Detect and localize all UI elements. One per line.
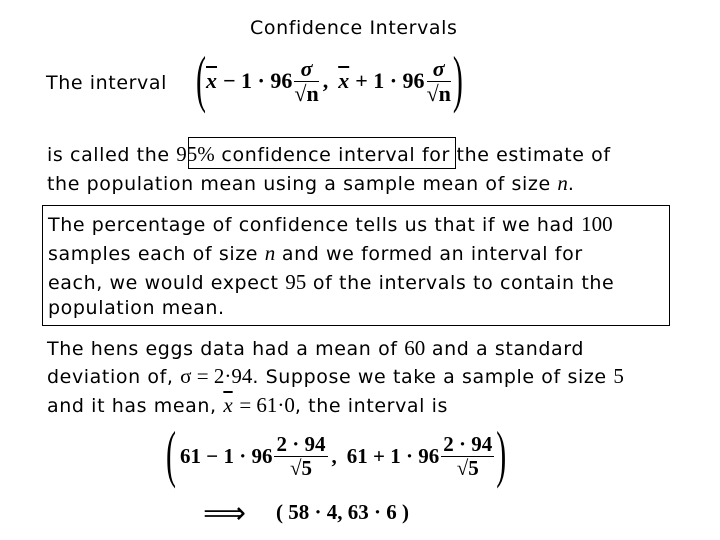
line2-end: . (567, 173, 575, 195)
note-l3-post: of the intervals to contain the (312, 272, 615, 294)
example-l3-post: , the interval is (294, 395, 449, 417)
text-line-2 (47, 171, 575, 196)
calc-den: √5 (289, 455, 312, 480)
note-l1-text: The percentage of confidence tells us that if we had (48, 214, 575, 236)
sample-mean-symbol: $\overline{x}$ (206, 68, 217, 93)
std-error-fraction-2 (427, 57, 451, 104)
example-xbar: $\overline{x}$ (223, 393, 233, 417)
note-l3-pre: each, we would expect (48, 272, 279, 294)
example-mean: 60 (404, 336, 426, 360)
sqrt-n: √n (294, 80, 319, 106)
minus-term: − 1 · 96 (223, 68, 293, 93)
note-95: 95 (285, 270, 307, 294)
calc-formula: ( 61 − 1 · 96 $\frac{2 \cdot 94}{√5}$ , 61 + 1 · 96 $\frac{2 \cdot 94}{√5}$ ) (166, 420, 507, 490)
line1-post: for the estimate of (421, 144, 611, 166)
example-l2-pre: deviation of, (47, 366, 174, 388)
calc-fraction (274, 433, 327, 478)
calc-num: 2 · 94 (276, 432, 326, 457)
sample-mean-symbol-2: $\overline{x}$ (338, 68, 350, 93)
calc-den-2: √5 (456, 455, 479, 480)
example-l1-pre: The hens eggs data had a mean of (47, 338, 398, 360)
note-l2-pre: samples each of size (48, 243, 259, 265)
calc-upper-term: 61 + 1 · 96 (346, 443, 440, 468)
example-l3-pre: and it has mean, (47, 395, 217, 417)
example-size: 5 (613, 364, 624, 388)
calc-num-2: 2 · 94 (443, 432, 493, 457)
example-l1-post: and a standard (431, 338, 585, 360)
ci-95-value: 95% (176, 142, 215, 166)
interval-label: The interval (46, 72, 168, 94)
implies-arrow-icon: ⟹ (203, 497, 247, 530)
calc-fraction-2 (441, 433, 494, 478)
calc-comma: , (331, 443, 337, 468)
line1-pre: is called the (47, 144, 170, 166)
note-100: 100 (581, 212, 613, 236)
note-line-1 (48, 212, 613, 237)
sigma-symbol-2: σ (427, 57, 451, 81)
example-line-1 (47, 336, 584, 361)
example-l2-post: . Suppose we take a sample of size (252, 366, 607, 388)
note-line-2 (48, 241, 583, 266)
example-xbar-value: = 61·0 (239, 393, 295, 417)
line2-n: n (557, 171, 568, 195)
page-title: Confidence Intervals (250, 17, 458, 39)
ci-formula: ( $\overline{x}$ − 1 · 96 $\frac{\sigma}{√n}$ , $\overline{x}$ + 1 · 96 $\frac{\sigma}{√n}$ ) (196, 45, 463, 115)
std-error-fraction (294, 57, 318, 104)
example-sigma: σ = 2·94 (180, 364, 253, 388)
ci-label: confidence interval (221, 144, 416, 166)
note-line-3 (48, 270, 614, 295)
example-line-2 (47, 364, 624, 389)
sqrt-n-2: √n (426, 80, 451, 106)
text-line-1 (47, 142, 611, 167)
example-line-3 (47, 393, 448, 418)
plus-term: + 1 · 96 (355, 68, 425, 93)
calc-lower-term: 61 − 1 · 96 (180, 443, 273, 468)
note-n: n (264, 241, 276, 265)
note-l2-post: and we formed an interval for (281, 243, 583, 265)
result-interval: ( 58 · 4, 63 · 6 ) (276, 500, 409, 524)
line2-pre: the population mean using a sample mean of size (47, 173, 551, 195)
note-line-4: population mean. (48, 297, 225, 319)
formula-comma: , (322, 68, 329, 93)
sigma-symbol: σ (294, 57, 318, 81)
